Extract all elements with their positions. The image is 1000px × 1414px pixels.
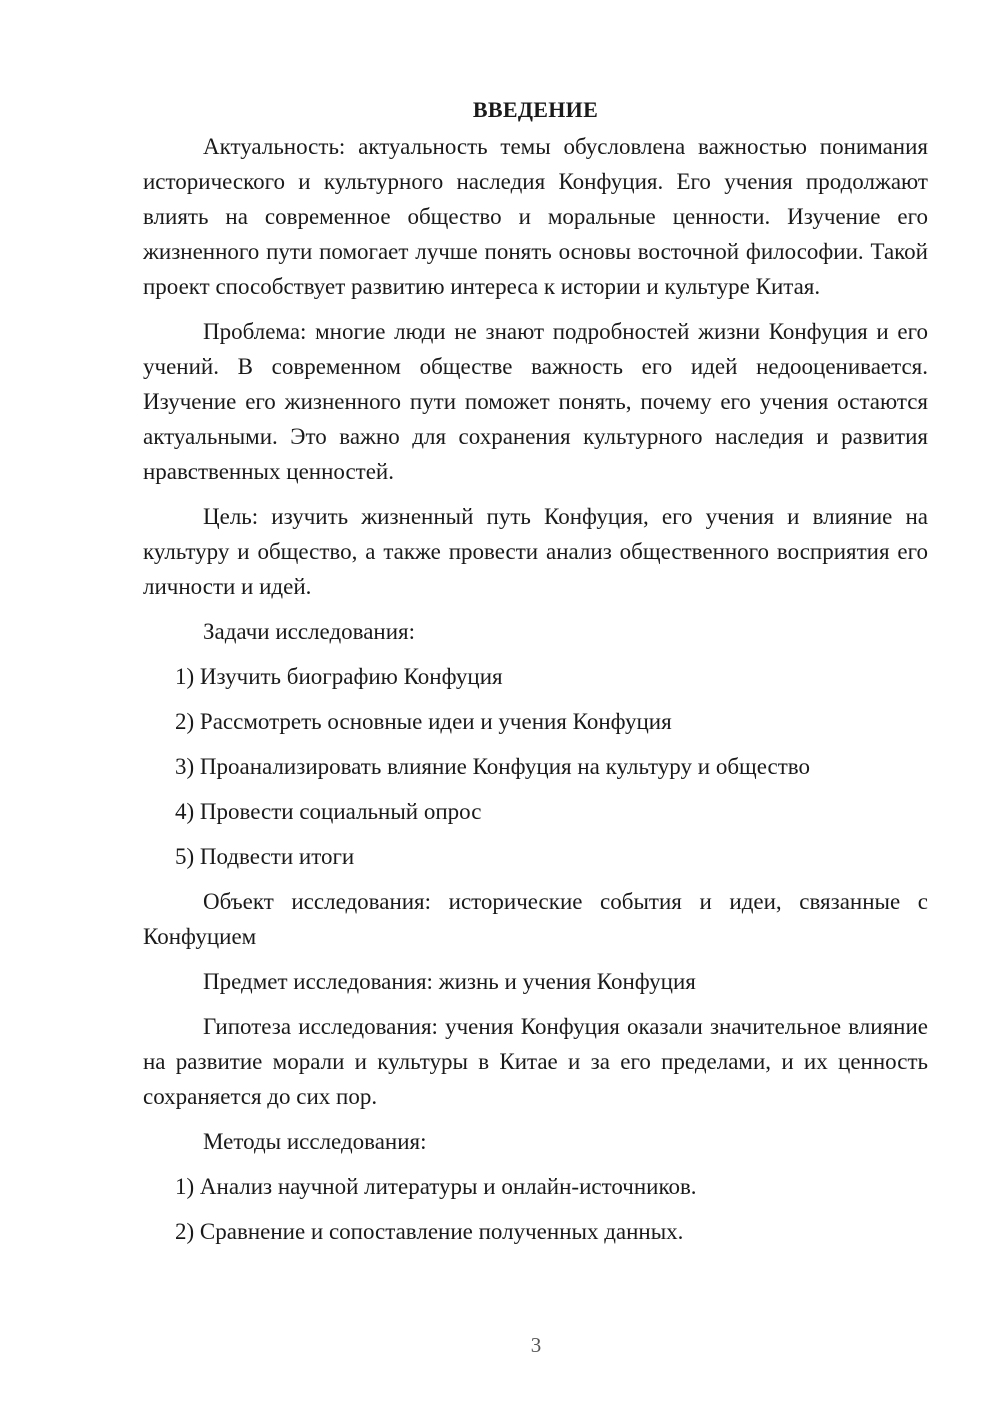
tasks-list bbox=[143, 659, 928, 874]
tasks-heading: Задачи исследования: bbox=[203, 619, 416, 644]
page-title: ВВЕДЕНИЕ bbox=[472, 97, 599, 122]
object-paragraph: Объект исследования: исторические события и идеи, связанные с Конфуцием bbox=[143, 889, 928, 949]
problem-paragraph: Проблема: многие люди не знают подробностей жизни Конфуция и его учений. В современном обществе важность его идей недооценивается. Изучение его жизненного пути поможет понять, почему его учения остаются актуальными. Это важно для сохранения культурного наследия и развития нравственных ценностей. bbox=[143, 319, 928, 484]
list-item: 5) Подвести итоги bbox=[175, 844, 355, 869]
list-item: 3) Проанализировать влияние Конфуция на культуру и общество bbox=[175, 754, 810, 779]
list-item: 1) Анализ научной литературы и онлайн-источников. bbox=[175, 1174, 697, 1199]
list-item: 1) Изучить биографию Конфуция bbox=[175, 664, 503, 689]
page-number: 3 bbox=[530, 1333, 542, 1357]
methods-heading: Методы исследования: bbox=[203, 1129, 427, 1154]
list-item: 2) Сравнение и сопоставление полученных данных. bbox=[175, 1219, 684, 1244]
list-item: 4) Провести социальный опрос bbox=[175, 799, 482, 824]
list-item: 2) Рассмотреть основные идеи и учения Конфуция bbox=[175, 709, 672, 734]
goal-paragraph: Цель: изучить жизненный путь Конфуция, его учения и влияние на культуру и общество, а также провести анализ общественного восприятия его личности и идей. bbox=[143, 504, 928, 599]
hypothesis-paragraph: Гипотеза исследования: учения Конфуция оказали значительное влияние на развитие морали и культуры в Китае и за его пределами, и их ценность сохраняется до сих пор. bbox=[143, 1014, 928, 1109]
relevance-paragraph: Актуальность: актуальность темы обусловлена важностью понимания исторического и культурного наследия Конфуция. Его учения продолжают влиять на современное общество и моральные ценности. Изучение его жизненного пути помогает лучше понять основы восточной философии. Такой проект способствует развитию интереса к истории и культуре Китая. bbox=[143, 134, 928, 299]
methods-list bbox=[143, 1169, 928, 1249]
subject-paragraph: Предмет исследования: жизнь и учения Конфуция bbox=[203, 969, 696, 994]
document-page bbox=[143, 92, 928, 1259]
